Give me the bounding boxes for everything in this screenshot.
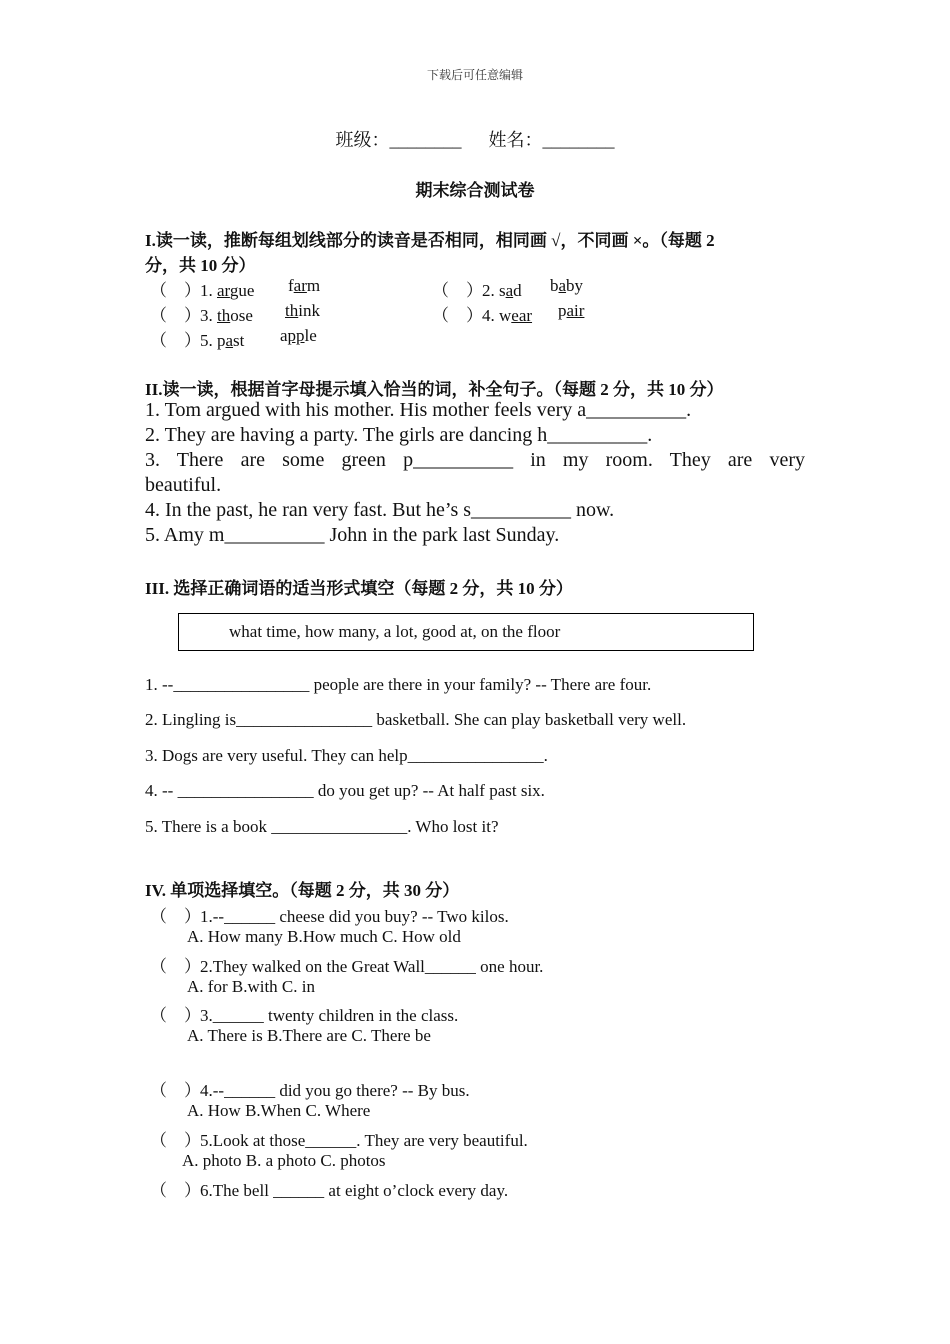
page-title: 期末综合测试卷 [415,181,535,200]
section-2-heading: II.读一读，根据首字母提示填入恰当的词，补全句子。（每题 2 分，共 10 分） [145,380,724,399]
choice-question-2: （ ）2.They walked on the Great Wall______ one hour. [150,957,544,976]
class-field-label: 班级：________ [335,130,462,150]
pronunciation-item-3-word2: think [285,301,320,320]
word-fill-line-2: 2. Lingling is________________ basketball. She can play basketball very well. [145,710,687,729]
word-bank-box [178,613,754,651]
fill-line-2: 2. They are having a party. The girls are dancing h__________. [145,424,653,446]
fill-line-1: 1. Tom argued with his mother. His mother feels very a__________. [145,399,692,421]
section-1-heading-cont: 分，共 10 分） [145,256,256,275]
choice-question-3: （ ）3.______ twenty children in the class. [150,1006,459,1025]
word-fill-line-4: 4. -- ________________ do you get up? -- At half past six. [145,781,545,800]
choice-question-6: （ ）6.The bell ______ at eight o’clock every day. [150,1181,509,1200]
section-3-heading: III. 选择正确词语的适当形式填空（每题 2 分，共 10 分） [145,579,573,598]
pronunciation-item-4-word2: pair [558,301,585,320]
name-field-label: 姓名：________ [488,130,615,150]
choice-question-4: （ ）4.--______ did you go there? -- By bus. [150,1081,470,1100]
word-fill-line-5: 5. There is a book ________________. Who lost it? [145,817,499,836]
pronunciation-item-5-word2: apple [280,326,317,345]
fill-line-5: 5. Amy m__________ John in the park last Sunday. [145,524,560,546]
pronunciation-item-5: （ ）5. past [150,331,245,350]
fill-line-3: 3. There are some green p__________ in my room. They are very [145,449,805,471]
choice-options-3: A. There is B.There are C. There be [187,1026,431,1045]
choice-options-1: A. How many B.How much C. How old [187,927,461,946]
word-fill-line-3: 3. Dogs are very useful. They can help________________. [145,746,548,765]
student-info [0,126,950,152]
pronunciation-item-1-word2: farm [288,276,321,295]
pronunciation-item-4: （ ）4. wear [432,306,533,325]
fill-line-4: 4. In the past, he ran very fast. But he’s s__________ now. [145,499,615,521]
section-4-heading: IV. 单项选择填空。（每题 2 分，共 30 分） [145,881,460,900]
pronunciation-item-3: （ ）3. those [150,306,253,325]
word-bank-text: what time, how many, a lot, good at, on the floor [229,622,561,641]
choice-options-5: A. photo B. a photo C. photos [182,1151,386,1170]
pronunciation-item-2: （ ）2. sad [432,281,522,300]
section-1-heading: I.读一读，推断每组划线部分的读音是否相同，相同画 √，不同画 ×。（每题 2 [145,231,715,250]
pronunciation-item-1: （ ）1. argue [150,281,255,300]
fill-line-3-cont: beautiful. [145,474,222,496]
choice-options-2: A. for B.with C. in [187,977,315,996]
word-fill-line-1: 1. --________________ people are there in your family? -- There are four. [145,675,652,694]
choice-question-5: （ ）5.Look at those______. They are very beautiful. [150,1131,528,1150]
download-note: 下载后可任意编辑 [426,68,523,82]
choice-options-4: A. How B.When C. Where [187,1101,371,1120]
choice-question-1: （ ）1.--______ cheese did you buy? -- Two kilos. [150,907,509,926]
pronunciation-item-2-word2: baby [550,276,584,295]
